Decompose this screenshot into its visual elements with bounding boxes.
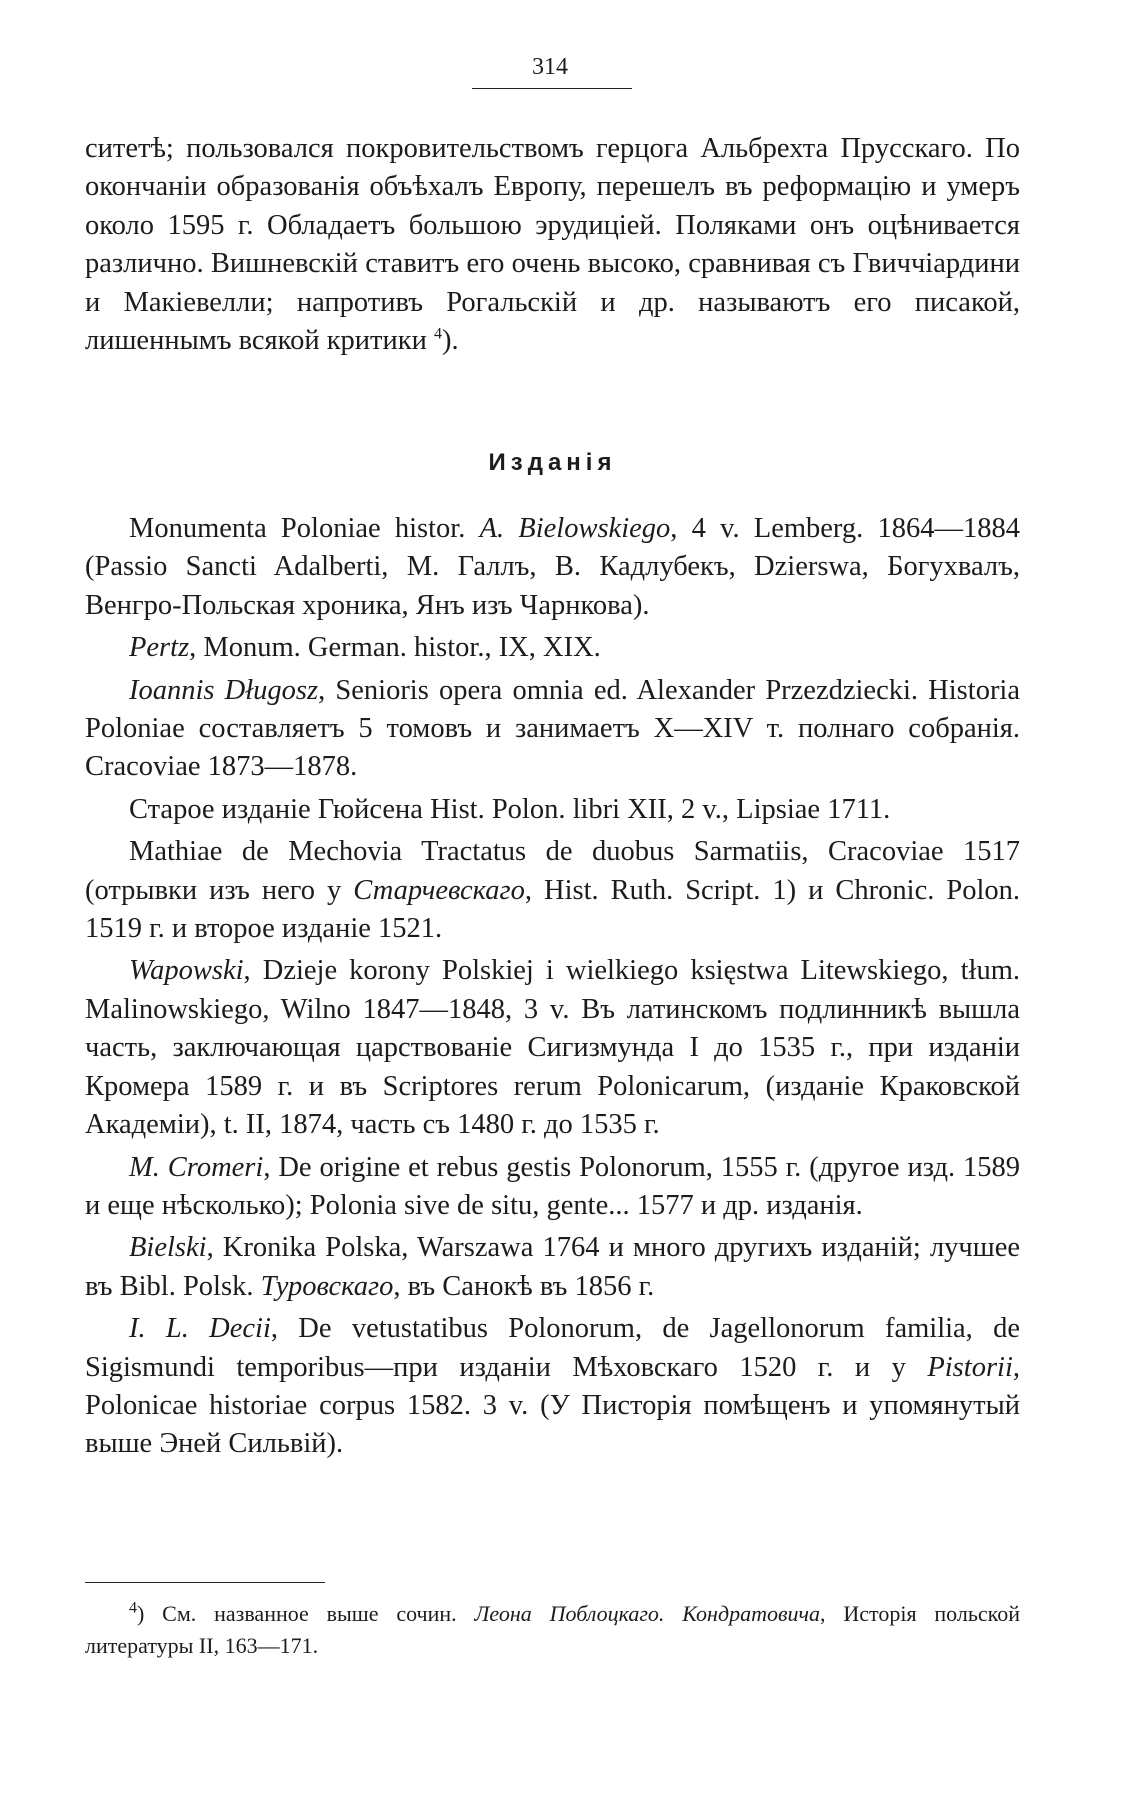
entry-author: M. Cromeri bbox=[129, 1151, 264, 1183]
entry-text: Mathiae de Mechovia Tractatus de duobus Sarmatiis, Cracoviae 1517 (отрывки изъ него у bbox=[85, 836, 1020, 906]
edition-entry bbox=[85, 1229, 1020, 1306]
entry-text: , Kronika Polska, Warszawa 1764 и много другихъ изданій; лучшее въ Bibl. Polsk. bbox=[85, 1232, 1020, 1302]
edition-entry bbox=[85, 629, 1020, 667]
entry-text: , De origine et rebus gestis Polonorum, 1555 г. (другое изд. 1589 и еще нѣсколько); Polonia sive de situ, gente... 1577 и др. изданія. bbox=[85, 1151, 1020, 1221]
edition-entry bbox=[85, 1149, 1020, 1226]
intro-closing: ). bbox=[441, 325, 459, 357]
edition-entry bbox=[85, 672, 1020, 787]
footnote-text: , Исторія польской литературы II, 163—171. bbox=[85, 1601, 1021, 1658]
entry-author: Старчевскаго bbox=[353, 874, 525, 906]
entry-text: , Hist. Ruth. Script. 1) и Chronic. Polon. 1519 г. и второе изданіе 1521. bbox=[85, 874, 1021, 945]
page-number: 314 bbox=[532, 54, 568, 80]
entry-text: , Dzieje korony Polskiej i wielkiego księstwa Litewskiego, tłum. Malinowskiego, Wilno 1847—1848, 3 v. Въ латинскомъ подлинникѣ вышла часть, заключающая царствованіе Сигизмунда I до 1535 г., при изданіи Кромера 1589 г. и въ Scriptores rerum Polonicarum, (изданіе Краковской Академіи), t. II, 1874, часть съ 1480 г. до 1535 г. bbox=[85, 955, 1020, 1141]
entry-text: , De vetustatibus Polonorum, de Jagellonorum familia, de Sigismundi temporibus—при изданіи Мѣховскаго 1520 г. и у bbox=[85, 1313, 1020, 1383]
footnote-author: Леона Поблоцкаго. Кондратовича bbox=[474, 1601, 821, 1626]
entry-text: , 4 v. Lemberg. 1864—1884 (Passio Sancti Adalberti, M. Галлъ, В. Кадлубекъ, Dzierswa, Богухвалъ, Венгро-Польская хроника, Янъ изъ Чарнкова). bbox=[85, 513, 1020, 621]
edition-entry bbox=[85, 510, 1020, 625]
footnote bbox=[85, 1598, 1020, 1662]
intro-paragraph bbox=[85, 130, 1020, 360]
entry-editor: Pistorii bbox=[927, 1351, 1013, 1383]
edition-entry bbox=[85, 952, 1020, 1144]
entry-text: , Monum. German. histor., IX, XIX. bbox=[189, 632, 601, 664]
intro-text: ситетѣ; пользовался покровительствомъ герцога Альбрехта Прусскаго. По окончаніи образованія объѣхалъ Европу, перешелъ въ реформацію и умеръ около 1595 г. Обладаетъ большою эрудиціей. Поляками онъ оцѣнивается различно. Вишневскій ставитъ его очень высоко, сравнивая съ Гвиччіардини и Макіевелли; напротивъ Рогальскій и др. называютъ его писакой, лишеннымъ всякой критики bbox=[85, 133, 1020, 357]
entry-author: Bielski bbox=[129, 1232, 207, 1264]
entry-author: A. Bielowskiego bbox=[479, 513, 671, 544]
entry-text: Старое изданіе Гюйсена Hist. Polon. libri XII, 2 v., Lipsiae 1711. bbox=[129, 793, 891, 825]
edition-entry bbox=[85, 791, 1020, 829]
entry-text: , Senioris opera omnia ed. Alexander Przezdziecki. Historia Poloniae составляетъ 5 томовъ и занимаетъ X—XIV т. полнаго собранія. Cracoviae 1873—1878. bbox=[85, 674, 1021, 783]
editions-list bbox=[85, 510, 1020, 1468]
footnote-reference[interactable]: 4 bbox=[433, 325, 442, 343]
entry-text: , въ Санокѣ въ 1856 г. bbox=[393, 1270, 655, 1302]
section-heading: Изданія bbox=[488, 449, 617, 476]
footnote-rule bbox=[85, 1582, 325, 1583]
entry-author: Ioannis Długosz bbox=[129, 674, 319, 706]
page-number-rule bbox=[472, 88, 632, 89]
entry-text: Monumenta Poloniae histor. bbox=[129, 513, 480, 544]
entry-text: , Polonicae historiae corpus 1582. 3 v. (У Писторія помѣщенъ и упомянутый выше Эней Сильвій). bbox=[85, 1351, 1020, 1460]
entry-author: Wapowski bbox=[129, 955, 244, 987]
entry-author: Pertz bbox=[129, 632, 190, 664]
edition-entry bbox=[85, 833, 1020, 948]
entry-editor: Туровскаго bbox=[260, 1270, 394, 1302]
footnote-mark: 4 bbox=[129, 1599, 137, 1617]
footnote-text: ) См. названное выше сочин. bbox=[137, 1601, 475, 1626]
edition-entry bbox=[85, 1310, 1020, 1464]
entry-author: I. L. Decii bbox=[129, 1313, 271, 1345]
